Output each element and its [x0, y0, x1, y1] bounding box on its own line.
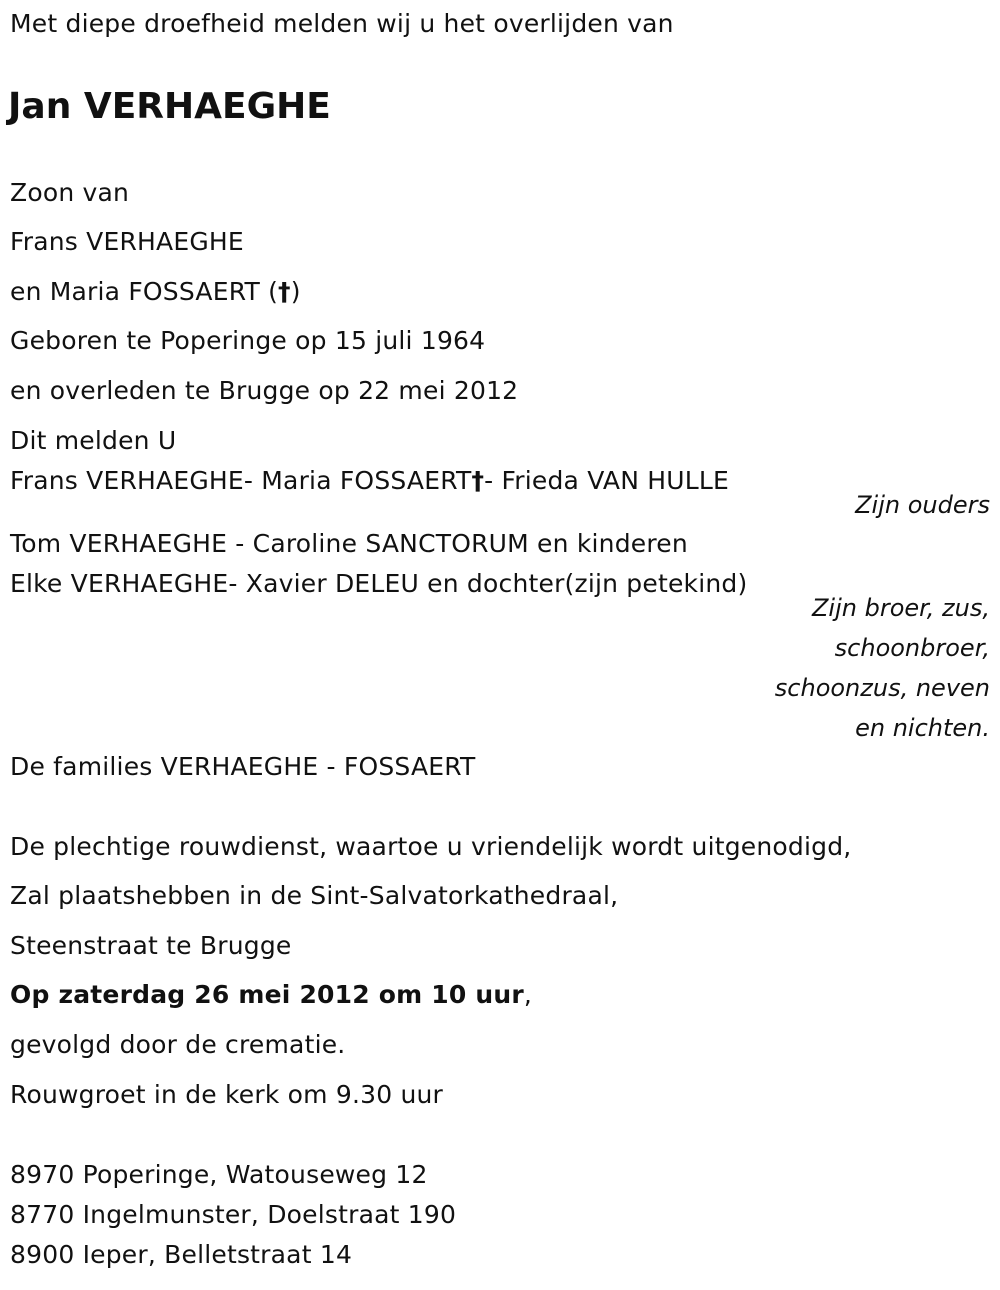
mother-prefix: en Maria FOSSAERT (	[10, 277, 279, 306]
siblings-role-line: schoonzus, neven	[774, 674, 990, 702]
birth-line: Geboren te Poperinge op 15 juli 1964	[10, 326, 486, 355]
sibling-line: Elke VERHAEGHE- Xavier DELEU en dochter(zijn petekind)	[10, 569, 748, 598]
families-line: De families VERHAEGHE - FOSSAERT	[10, 752, 476, 781]
cross-icon: †	[471, 466, 485, 495]
service-line: gevolgd door de crematie.	[10, 1030, 346, 1059]
father-name: Frans VERHAEGHE	[10, 227, 244, 256]
siblings-role	[775, 588, 990, 748]
service-date-bold: Op zaterdag 26 mei 2012 om 10 uur	[10, 980, 524, 1009]
address-line: 8900 Ieper, Belletstraat 14	[10, 1240, 353, 1269]
mother-line	[10, 277, 301, 307]
announcers-parents-b: - Frieda VAN HULLE	[484, 466, 730, 495]
siblings-role-line: schoonbroer,	[834, 634, 990, 662]
death-line: en overleden te Brugge op 22 mei 2012	[10, 376, 519, 405]
mother-suffix: )	[290, 277, 301, 306]
cross-icon: †	[278, 277, 291, 306]
service-date	[10, 980, 532, 1010]
announcers-label: Dit melden U	[10, 426, 177, 455]
service-line: Steenstraat te Brugge	[10, 931, 292, 960]
address-line: 8770 Ingelmunster, Doelstraat 190	[10, 1200, 457, 1229]
parents-label: Zoon van	[10, 178, 130, 207]
service-line: Rouwgroet in de kerk om 9.30 uur	[10, 1080, 444, 1109]
announcers-parents	[10, 466, 729, 496]
siblings-role-line: en nichten.	[855, 714, 990, 742]
service-line: Zal plaatshebben in de Sint-Salvatorkathedraal,	[10, 881, 619, 910]
sibling-line: Tom VERHAEGHE - Caroline SANCTORUM en kinderen	[10, 529, 688, 558]
announcers-parents-a: Frans VERHAEGHE- Maria FOSSAERT	[10, 466, 472, 495]
parents-role: Zijn ouders	[855, 491, 990, 519]
siblings-role-line: Zijn broer, zus,	[811, 594, 990, 622]
address-line: 8970 Poperinge, Watouseweg 12	[10, 1160, 428, 1189]
service-date-suffix: ,	[523, 980, 533, 1009]
deceased-name: Jan VERHAEGHE	[8, 86, 331, 127]
service-line: De plechtige rouwdienst, waartoe u vriendelijk wordt uitgenodigd,	[10, 832, 852, 861]
intro-text: Met diepe droefheid melden wij u het overlijden van	[10, 9, 674, 38]
